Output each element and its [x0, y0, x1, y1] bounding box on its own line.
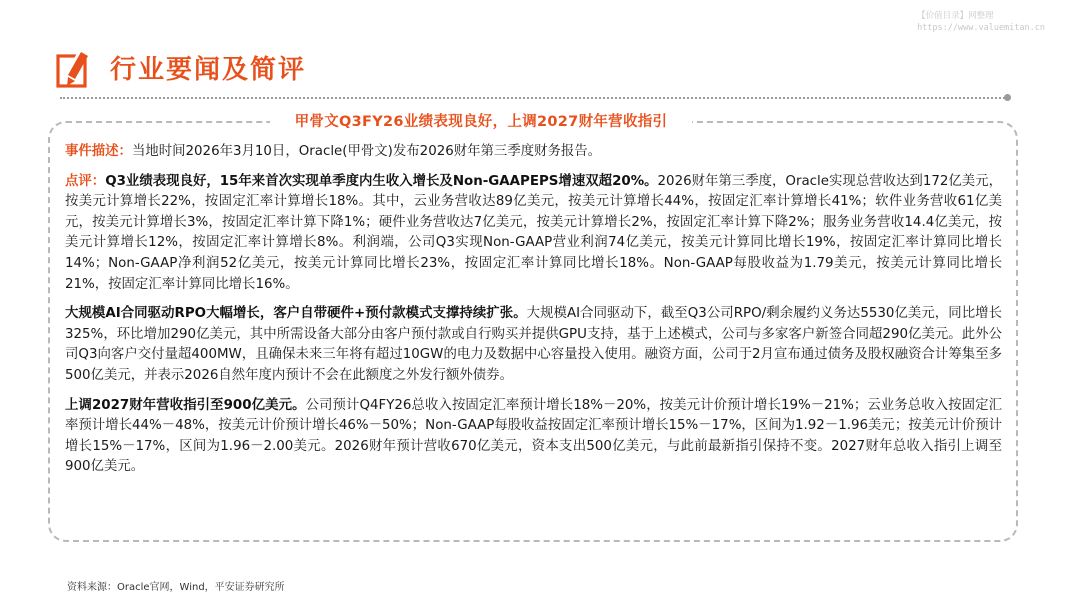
comment-label: 点评：	[65, 173, 106, 189]
comment-text: 2026财年第三季度，Oracle实现总营收达到172亿美元，按美元计算增长22%，按固定汇率计算增长18%。其中，云业务营收达89亿美元，按美元计算增长44%，按固定汇率计算增长41%；软件业务营收61亿美元，按美元计算增长3%，按固定汇率计算下降1%；硬件业务营收达7亿美元，按美元计算增长2%，按固定汇率计算下降2%；服务业务营收14.4亿美元，按美元计算增长12%，按固定汇率计算增长8%。利润端，公司Q3实现Non-GAAP营业利润74亿美元，按美元计算同比增长19%，按固定汇率计算同比增长14%；Non-GAAP净利润52亿美元，按美元计算同比增长23%，按固定汇率计算同比增长18%。Non-GAAP每股收益为1.79美元，按美元计算同比增长21%，按固定汇率计算同比增长16%。	[65, 173, 1002, 292]
pencil-square-icon	[54, 46, 94, 92]
watermark	[917, 10, 1045, 34]
section-title: 行业要闻及简评	[110, 55, 307, 85]
rpo-text: 大规模AI合同驱动下，截至Q3公司RPO/剩余履约义务达5530亿美元，同比增长325%，环比增加290亿美元，其中所需设备大部分由客户预付款或自行购买并提供GPU支持，基于上述模式，公司与多家客户新签合同超290亿美元。此外公司Q3向客户交付量超400MW，且确保未来三年将有超过10GW的电力及数据中心容量投入使用。融资方面，公司于2月宣布通过债务及股权融资合计筹集至多500亿美元，并表示2026自然年度内预计不会在此额度之外发行额外债券。	[65, 306, 1002, 383]
box-title-wrap	[270, 111, 692, 133]
divider-end-dot	[1004, 94, 1011, 101]
comment-paragraph	[65, 172, 1002, 296]
box-title: 甲骨文Q3FY26业绩表现良好，上调2027财年营收指引	[294, 114, 668, 130]
rpo-headline: 大规模AI合同驱动RPO大幅增长，客户自带硬件+预付款模式支撑持续扩张。	[65, 306, 527, 322]
guidance-text: 公司预计Q4FY26总收入按固定汇率预计增长18%－20%，按美元计价预计增长19%－21%；云业务总收入按固定汇率预计增长44%－48%，按美元计价预计增长46%－50%；Non-GAAP每股收益按固定汇率预计增长15%－17%，区间为1.92－1.96美元；按美元计价预计增长15%－17%，区间为1.96－2.00美元。2026财年预计营收670亿美元，资本支出500亿美元，与此前最新指引保持不变。2027财年总收入指引上调至900亿美元。	[65, 397, 1002, 475]
guidance-headline: 上调2027财年营收指引至900亿美元。	[65, 397, 306, 413]
watermark-line-2: https://www.valuemitan.cn	[917, 23, 1045, 33]
event-label: 事件描述：	[65, 144, 132, 159]
rpo-paragraph	[65, 304, 1002, 386]
event-text: 当地时间2026年3月10日，Oracle(甲骨文)发布2026财年第三季度财务报告。	[131, 144, 602, 159]
content-body	[65, 142, 1002, 478]
section-divider	[60, 97, 1008, 99]
watermark-line-1: 【价值目录】网整理	[917, 11, 994, 21]
event-paragraph	[65, 142, 1002, 163]
comment-headline: Q3业绩表现良好，15年来首次实现单季度内生收入增长及Non-GAAPEPS增速双超20%。	[105, 173, 658, 189]
source-note: 资料来源：Oracle官网，Wind，平安证券研究所	[67, 582, 285, 593]
guidance-paragraph	[65, 396, 1002, 478]
